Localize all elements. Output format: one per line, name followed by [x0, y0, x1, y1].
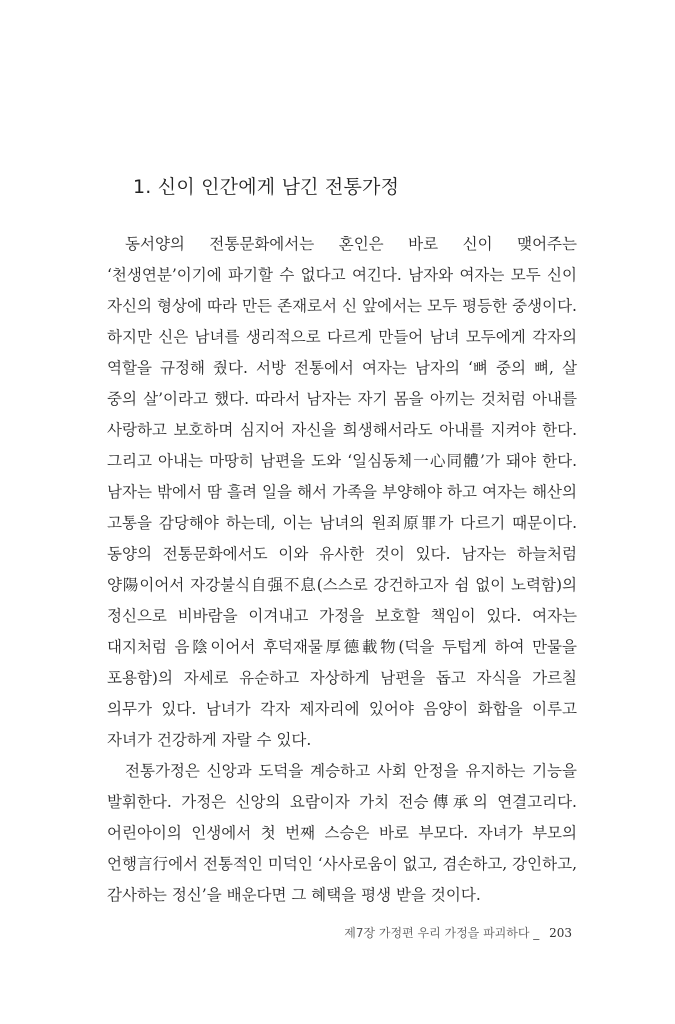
body-text [107, 229, 577, 911]
footer-separator: _ [533, 926, 540, 940]
paragraph-1: 동서양의 전통문화에서는 혼인은 바로 신이 맺어주는 ‘천생연분’이기에 파기할 수 없다고 여긴다. 남자와 여자는 모두 신이 자신의 형상에 따라 만든 존재로서 신 앞에서는 모두 평등한 중생이다. 하지만 신은 남녀를 생리적으로 다르게 만들어 남녀 모두에게 각자의 역할을 규정해 줬다. 서방 전통에서 여자는 남자의 ‘뼈 중의 뼈, 살 중의 살’이라고 했다. 따라서 남자는 자기 몸을 아끼는 것처럼 아내를 사랑하고 보호하며 심지어 자신을 희생해서라도 아내를 지켜야 한다. 그리고 아내는 마땅히 남편을 도와 ‘일심동체一心同體’가 돼야 한다. 남자는 밖에서 땀 흘려 일을 해서 가족을 부양해야 하고 여자는 해산의 고통을 감당해야 하는데, 이는 남녀의 원죄原罪가 다르기 때문이다. 동양의 전통문화에서도 이와 유사한 것이 있다. 남자는 하늘처럼 양陽이어서 자강불식自强不息(스스로 강건하고자 쉼 없이 노력함)의 정신으로 비바람을 이겨내고 가정을 보호할 책임이 있다. 여자는 대지처럼 음陰이어서 후덕재물厚德載物(덕을 두텁게 하여 만물을 포용함)의 자세로 유순하고 자상하게 남편을 돕고 자식을 가르칠 의무가 있다. 남녀가 각자 제자리에 있어야 음양이 화합을 이루고 자녀가 건강하게 자랄 수 있다. [107, 235, 577, 749]
paragraph-2: 전통가정은 신앙과 도덕을 계승하고 사회 안정을 유지하는 기능을 발휘한다. 가정은 신앙의 요람이자 가치 전승傳承의 연결고리다. 어린아이의 인생에서 첫 번째 스승은 바로 부모다. 자녀가 부모의 언행言行에서 전통적인 미덕인 ‘사사로움이 없고, 겸손하고, 강인하고, 감사하는 정신’을 배운다면 그 혜택을 평생 받을 것이다. [107, 762, 577, 904]
page-number: 203 [549, 926, 572, 940]
section-title: 1. 신이 인간에게 남긴 전통가정 [133, 176, 400, 198]
running-title: 제7장 가정편 우리 가정을 파괴하다 [344, 926, 530, 940]
page-footer [344, 924, 572, 941]
